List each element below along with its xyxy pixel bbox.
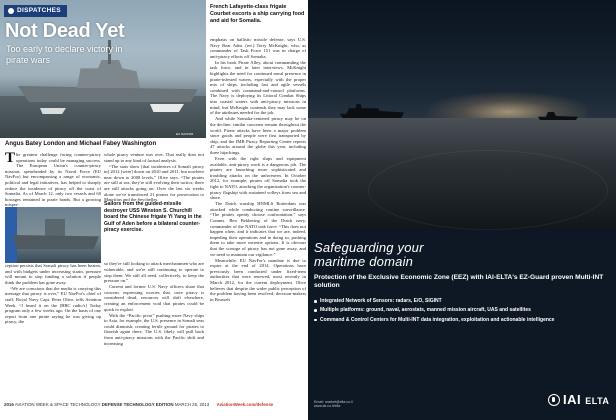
page-footer [4,402,304,407]
photo-caption: Sailors from the guided-missile destroyer USS Winston S. Churchill board the Chinese frigate Yi Yang in the Gulf of Aden before a bilateral counter-piracy exercise. [104,201,202,234]
paragraph: Even with the right ships and equipment available, anti-piracy work is a dangerous job. The pirates are launching more sophisticated and troubling attacks on the unforeseen. In October 2012, for example, pirates off Somalia took the fight to NATO, attacking the organization's counter-piracy flagship with sustained volleys from sea and shore. [210,155,306,201]
ad-feature-item: Command & Control Centers for Multi-INT data integration, exploitation and actionable intelligence [314,317,564,323]
iai-elta-logo [548,392,609,407]
ad-title: Protection of the Exclusive Economic Zone (EEZ) with IAI-ELTA's EZ-Guard proven Multi-INT solution [314,274,604,290]
paragraph: whole piracy venture was over. That really does not stand up to any kind of factual analysis. [104,152,204,163]
footer-publication: AVIATION WEEK & SPACE TECHNOLOGY [14,402,101,407]
logo-subtext: ELTA [585,396,610,406]
top-photo-caption: French Lafayette-class frigate Courbet escorts a ship carrying food and aid for Somalia. [210,4,305,24]
section-label: DISPATCHES [17,7,61,14]
byline: Angus Batey London and Michael Fabey Washington [5,141,157,147]
paragraph: “We are conscious that the media is carrying this message that piracy is over,” EU NavFor's chief of staff, Royal Navy Capt. Peter Olive, tells Aviation Week. “I heard it on the [BBC radio's] Today program only a few weeks ago. On the basis of one report from one pirate saying he was giving up piracy, the [5,285,101,325]
ad-tagline-line-1: Safeguarding your [314,240,424,255]
ad-tagline-line-2: maritime domain [314,254,414,269]
badge-dot-icon [8,8,14,14]
footer-website-link[interactable]: AviationWeek.com/defense [216,402,274,407]
article-column-1b [5,263,101,391]
paragraph: emphasis on ballistic missile defense, says U.S. Navy Rear Adm. (ret.) Terry McKnight, who, as commander of Task Force 151 was in charge of anti-piracy efforts off Somalia. [210,37,306,59]
headline: Not Dead Yet [5,20,125,42]
footer-date: MARCH 25, 2013 [174,402,210,407]
lead-text: he greatest challenge facing counter-piracy operations today could be managing success. The European Union's counter-piracy mission, spearheaded by its Naval Force (EU NavFor) but encompassing a range of economic, political and legal initiatives, has helped to sharply reduce the incidence of piracy off the coast of Somalia. As of March 12, only two vessels and 60 hostages remained in pirate hands. But a growing misper- [5,152,101,208]
paragraph: “The stats show [that incidences of Somali piracy in] 2012 [were] down on 2010 and 2011, but nowhere near down to 2008 levels,” Olive says. “The pirates are still at sea, they're still evolving their tactics; there are still attacks going on. Over the last six weeks alone we've transferred 21 pirates for prosecution to Mauritius and the Seychelles. [104,163,204,203]
ad-tagline [314,241,424,269]
footer-page-number: 2016 [4,402,14,407]
paragraph: Current and former U.S. Navy officers share that concern, expressing worries that, once piracy is considered dead, resources will shift elsewhere, creating an enforcement void that pirates could be quick to exploit. [104,284,204,312]
paragraph: so they're still looking to attack merchantmen who are vulnerable, and we're still continuing to operate to stop them. We still all need, collectively, to keep the pressure on.” [104,261,204,284]
lead-paragraph [5,152,101,208]
paragraph: With the “Pacific pivot” pushing more Navy ships to Asia, for example, the U.S. presence in Somali seas could diminish, creating fertile ground for pirates to flourish again there. The U.S. likely will pull back from anti-piracy missions with the Pacific shift and increasing [104,312,204,346]
paragraph: ception persists that Somali piracy has been beaten, and with budgets under increasing strain, pressure will mount to stop funding a solution if people think the problem has gone away. [5,263,101,285]
inset-photo [5,207,101,263]
ad-feature-item: Multiple platforms: ground, naval, aerostats, manned mission aircraft, UAS and satellites [314,307,564,313]
drop-cap: T [5,152,16,166]
footer-edition: DEFENSE TECHNOLOGY EDITION [101,402,174,407]
section-badge [4,5,67,17]
ad-radar-ring [368,150,608,230]
ad-contact [314,400,353,409]
photo-credit: EU NAVFOR [176,132,194,136]
iai-logo-icon [548,394,560,406]
logo-text: IAI [563,392,582,407]
frigate-shape [18,86,198,102]
article-column-3 [210,37,306,395]
advertisement-page [308,0,616,420]
paragraph: In his book Pirate Alley, about commanding the task force, and in later interviews, McKnight highlights the need for continued naval presence in pirate-infested waters, especially with the proper mix of ships, including fast and agile vessels combined with command-and-control platforms. The Navy is deploying its Littoral Combat Ships into coastal waters with anti-piracy missions in mind, but McKnight contends they may lack some of the attributes needed for the job. [210,59,306,116]
ad-contact-website[interactable]: www.iai.co.il/elta [314,404,341,409]
paragraph: And while Somalia-centered piracy may be on the decline, similar concerns remain throughout the world. Pirate attacks have been a major problem since goods and people were first transported by ship, and the IMB Piracy Reporting Center reports 47 attacks around the globe this year, including three hijackings. [210,116,306,155]
ad-contact-email[interactable]: Email: market@elta.co.il [314,400,353,404]
inset-photo-label [5,207,17,263]
ad-feature-item: Integrated Network of Sensors: radars, E/O, SIGINT [314,298,564,304]
logo-wordmark [563,392,609,407]
ad-feature-list [314,298,564,326]
article-column-2 [104,152,204,390]
paragraph: The Dutch warship HNMLS Rotterdam was attacked while conducting routine surveillance. “The pirates openly choose confrontation,” says Comms. Ben Bekkering of the Dutch navy, commander of the NATO task force. “This does not happen often, and it indicates that we are, indeed, impeding their operations and in doing so, pushing them to take more extreme options. It is obvious that the scourge of piracy has not gone away, and we need to maintain our vigilance.” [210,201,306,257]
deck: Too early to declare victory in pirate wars [6,44,123,65]
paragraph: Meanwhile, EU NavFor's mandate is due to expire at the end of 2014. Operations have previously been conducted under fixed-term authorities that were renewed, most recently in March 2012, for the current deployment. Olive believes that despite the wider public perception of the problem having been resolved, decision-makers in Brussels [210,257,306,302]
skiff-shape [150,104,184,112]
